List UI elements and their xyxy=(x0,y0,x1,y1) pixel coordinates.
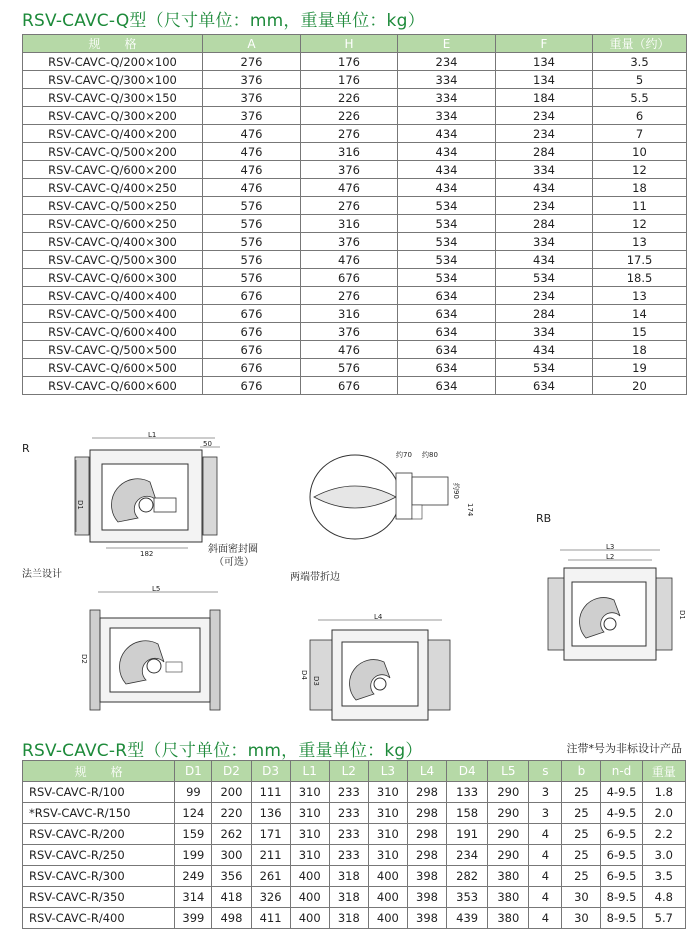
table-cell-model: RSV-CAVC-Q/500×300 xyxy=(23,251,203,269)
table-cell: 398 xyxy=(407,866,446,887)
table-cell: 25 xyxy=(562,824,601,845)
table-cell: 234 xyxy=(496,125,593,143)
table-cell: 310 xyxy=(290,803,329,824)
q-header-h: H xyxy=(301,35,398,53)
drawing-r-front xyxy=(60,430,230,560)
dim-174: 174 xyxy=(466,503,474,517)
table-cell: 191 xyxy=(447,824,488,845)
q-header-a: A xyxy=(203,35,301,53)
q-table-row xyxy=(23,179,687,197)
table-cell: 276 xyxy=(301,125,398,143)
q-table-body xyxy=(23,53,687,395)
q-table-row xyxy=(23,269,687,287)
table-cell: 8-9.5 xyxy=(601,887,642,908)
table-cell: 3.0 xyxy=(642,845,685,866)
q-header-model: 规 格 xyxy=(23,35,203,53)
table-cell: 17.5 xyxy=(593,251,687,269)
drawing-fold xyxy=(300,612,460,732)
table-cell: 14 xyxy=(593,305,687,323)
table-cell-model: RSV-CAVC-R/300 xyxy=(23,866,175,887)
table-cell-model: RSV-CAVC-Q/300×150 xyxy=(23,89,203,107)
table-cell: 15 xyxy=(593,323,687,341)
table-cell: 418 xyxy=(212,887,251,908)
table-cell: 380 xyxy=(488,887,529,908)
table-cell: 434 xyxy=(496,179,593,197)
table-cell: 318 xyxy=(329,866,368,887)
table-cell-model: RSV-CAVC-Q/500×400 xyxy=(23,305,203,323)
table-cell: 676 xyxy=(203,359,301,377)
table-cell: 290 xyxy=(488,845,529,866)
r-table-row xyxy=(23,908,686,929)
table-cell-model: RSV-CAVC-Q/500×250 xyxy=(23,197,203,215)
r-header-s: s xyxy=(529,761,562,782)
r-header-d4: D4 xyxy=(447,761,488,782)
table-cell: 400 xyxy=(290,866,329,887)
q-spec-table xyxy=(22,34,687,395)
table-cell: 476 xyxy=(203,179,301,197)
table-cell: 634 xyxy=(398,323,496,341)
table-cell: 4-9.5 xyxy=(601,782,642,803)
table-cell: 2.0 xyxy=(642,803,685,824)
table-cell: 159 xyxy=(175,824,212,845)
table-cell-model: RSV-CAVC-Q/500×500 xyxy=(23,341,203,359)
q-table-row xyxy=(23,161,687,179)
table-cell: 3.5 xyxy=(642,866,685,887)
table-cell: 300 xyxy=(212,845,251,866)
table-cell: 316 xyxy=(301,305,398,323)
table-cell: 276 xyxy=(203,53,301,71)
dim-50: 50 xyxy=(203,440,212,448)
r-header-model: 规 格 xyxy=(23,761,175,782)
dim-d1-rb: D1 xyxy=(678,610,686,620)
table-cell: 11 xyxy=(593,197,687,215)
q-table-row xyxy=(23,233,687,251)
table-cell: 134 xyxy=(496,53,593,71)
table-cell: 233 xyxy=(329,824,368,845)
r-table-row xyxy=(23,866,686,887)
q-table-row xyxy=(23,341,687,359)
table-cell: 310 xyxy=(290,845,329,866)
table-cell: 10 xyxy=(593,143,687,161)
table-cell: 576 xyxy=(203,269,301,287)
table-cell-model: RSV-CAVC-R/250 xyxy=(23,845,175,866)
table-cell: 220 xyxy=(212,803,251,824)
q-table-row xyxy=(23,107,687,125)
table-cell: 226 xyxy=(301,89,398,107)
table-cell: 20 xyxy=(593,377,687,395)
drawing-r-side xyxy=(300,445,480,545)
table-cell: 176 xyxy=(301,71,398,89)
r-header-d2: D2 xyxy=(212,761,251,782)
table-cell: 12 xyxy=(593,161,687,179)
table-cell-model: *RSV-CAVC-R/150 xyxy=(23,803,175,824)
table-cell: 211 xyxy=(251,845,290,866)
table-cell: 2.2 xyxy=(642,824,685,845)
table-cell: 411 xyxy=(251,908,290,929)
table-cell: 4 xyxy=(529,866,562,887)
table-cell: 5.5 xyxy=(593,89,687,107)
table-cell: 133 xyxy=(447,782,488,803)
r-table-row xyxy=(23,824,686,845)
table-cell: 376 xyxy=(203,89,301,107)
table-cell: 376 xyxy=(301,161,398,179)
table-cell: 434 xyxy=(398,125,496,143)
r-table-header-row xyxy=(23,761,686,782)
table-cell: 8-9.5 xyxy=(601,908,642,929)
q-table-row xyxy=(23,197,687,215)
table-cell: 376 xyxy=(203,71,301,89)
table-cell-model: RSV-CAVC-Q/600×200 xyxy=(23,161,203,179)
table-cell: 234 xyxy=(496,107,593,125)
table-cell: 25 xyxy=(562,803,601,824)
table-cell: 676 xyxy=(203,377,301,395)
table-cell: 316 xyxy=(301,215,398,233)
table-cell: 284 xyxy=(496,143,593,161)
table-cell: 99 xyxy=(175,782,212,803)
table-cell-model: RSV-CAVC-Q/600×400 xyxy=(23,323,203,341)
q-header-e: E xyxy=(398,35,496,53)
table-cell: 439 xyxy=(447,908,488,929)
table-cell: 334 xyxy=(398,71,496,89)
label-flange-design: 法兰设计 xyxy=(22,569,62,580)
r-table-row xyxy=(23,845,686,866)
r-header-l3: L3 xyxy=(368,761,407,782)
table-cell: 4.8 xyxy=(642,887,685,908)
table-cell: 376 xyxy=(301,233,398,251)
table-cell: 310 xyxy=(368,803,407,824)
table-cell-model: RSV-CAVC-Q/400×400 xyxy=(23,287,203,305)
table-cell: 276 xyxy=(301,197,398,215)
table-cell: 314 xyxy=(175,887,212,908)
table-cell: 534 xyxy=(398,233,496,251)
q-table-row xyxy=(23,359,687,377)
table-cell: 199 xyxy=(175,845,212,866)
table-cell: 634 xyxy=(398,359,496,377)
table-cell: 676 xyxy=(203,341,301,359)
table-cell: 310 xyxy=(368,845,407,866)
table-cell: 576 xyxy=(203,215,301,233)
table-cell: 434 xyxy=(496,341,593,359)
table-cell: 1.8 xyxy=(642,782,685,803)
table-cell: 634 xyxy=(398,287,496,305)
table-cell-model: RSV-CAVC-R/350 xyxy=(23,887,175,908)
dim-90: 约90 xyxy=(452,483,460,499)
q-table-row xyxy=(23,377,687,395)
dim-l3: L3 xyxy=(606,543,615,551)
table-cell: 310 xyxy=(290,782,329,803)
table-cell: 676 xyxy=(301,269,398,287)
r-header-d3: D3 xyxy=(251,761,290,782)
table-cell: 498 xyxy=(212,908,251,929)
table-cell: 316 xyxy=(301,143,398,161)
table-cell: 134 xyxy=(496,71,593,89)
dim-182: 182 xyxy=(140,550,154,558)
table-cell-model: RSV-CAVC-Q/400×200 xyxy=(23,125,203,143)
drawing-flange xyxy=(70,584,240,724)
q-table-header-row xyxy=(23,35,687,53)
q-table-row xyxy=(23,215,687,233)
label-fold-edge: 两端带折边 xyxy=(290,572,340,583)
table-cell-model: RSV-CAVC-Q/600×250 xyxy=(23,215,203,233)
table-cell: 226 xyxy=(301,107,398,125)
dim-80: 约80 xyxy=(422,451,438,459)
q-table-row xyxy=(23,89,687,107)
table-cell: 3.5 xyxy=(593,53,687,71)
dim-70: 约70 xyxy=(396,451,412,459)
table-cell: 576 xyxy=(203,233,301,251)
q-section-title: RSV-CAVC-Q型（尺寸单位：mm，重量单位：kg） xyxy=(22,11,425,31)
drawing-rb xyxy=(540,540,690,690)
r-table-row xyxy=(23,887,686,908)
table-cell: 6-9.5 xyxy=(601,824,642,845)
table-cell: 13 xyxy=(593,287,687,305)
table-cell: 676 xyxy=(301,377,398,395)
q-table-row xyxy=(23,251,687,269)
table-cell: 400 xyxy=(368,887,407,908)
table-cell: 326 xyxy=(251,887,290,908)
table-cell: 400 xyxy=(368,866,407,887)
table-cell: 18 xyxy=(593,179,687,197)
table-cell: 434 xyxy=(496,251,593,269)
table-cell: 634 xyxy=(398,305,496,323)
table-cell: 676 xyxy=(203,287,301,305)
table-cell-model: RSV-CAVC-Q/600×300 xyxy=(23,269,203,287)
table-cell: 3 xyxy=(529,803,562,824)
table-cell: 5 xyxy=(593,71,687,89)
table-cell: 356 xyxy=(212,866,251,887)
table-cell: 290 xyxy=(488,782,529,803)
table-cell-model: RSV-CAVC-Q/400×300 xyxy=(23,233,203,251)
table-cell-model: RSV-CAVC-Q/300×200 xyxy=(23,107,203,125)
table-cell: 334 xyxy=(496,323,593,341)
q-table-row xyxy=(23,71,687,89)
q-header-f: F xyxy=(496,35,593,53)
r-header-l1: L1 xyxy=(290,761,329,782)
table-cell: 476 xyxy=(203,143,301,161)
table-cell: 13 xyxy=(593,233,687,251)
table-cell: 284 xyxy=(496,215,593,233)
table-cell: 234 xyxy=(398,53,496,71)
r-header-l4: L4 xyxy=(407,761,446,782)
table-cell: 276 xyxy=(301,287,398,305)
table-cell: 318 xyxy=(329,908,368,929)
table-cell: 576 xyxy=(301,359,398,377)
table-cell: 30 xyxy=(562,887,601,908)
table-cell: 476 xyxy=(301,179,398,197)
table-cell: 249 xyxy=(175,866,212,887)
q-table-row xyxy=(23,323,687,341)
table-cell: 6-9.5 xyxy=(601,866,642,887)
table-cell-model: RSV-CAVC-Q/600×500 xyxy=(23,359,203,377)
table-cell: 298 xyxy=(407,782,446,803)
table-cell: 334 xyxy=(398,107,496,125)
table-cell: 4 xyxy=(529,908,562,929)
table-cell: 534 xyxy=(496,269,593,287)
r-header-d1: D1 xyxy=(175,761,212,782)
table-cell: 353 xyxy=(447,887,488,908)
seal-label-1: 斜面密封圈 xyxy=(208,544,258,555)
table-cell: 3 xyxy=(529,782,562,803)
table-cell: 261 xyxy=(251,866,290,887)
table-cell: 400 xyxy=(290,908,329,929)
table-cell: 399 xyxy=(175,908,212,929)
r-header-b: b xyxy=(562,761,601,782)
table-cell: 298 xyxy=(407,803,446,824)
table-cell: 376 xyxy=(301,323,398,341)
table-cell: 634 xyxy=(398,377,496,395)
dim-d3: D3 xyxy=(312,676,320,686)
table-cell: 262 xyxy=(212,824,251,845)
table-cell: 534 xyxy=(398,215,496,233)
nonstandard-note: 注带*号为非标设计产品 xyxy=(566,742,682,755)
table-cell: 7 xyxy=(593,125,687,143)
table-cell: 6 xyxy=(593,107,687,125)
table-cell: 4 xyxy=(529,887,562,908)
q-table-row xyxy=(23,53,687,71)
q-table-row xyxy=(23,305,687,323)
table-cell: 380 xyxy=(488,908,529,929)
drawing-label-rb: RB xyxy=(536,512,552,525)
table-cell: 25 xyxy=(562,866,601,887)
table-cell: 136 xyxy=(251,803,290,824)
table-cell-model: RSV-CAVC-Q/600×600 xyxy=(23,377,203,395)
table-cell-model: RSV-CAVC-R/100 xyxy=(23,782,175,803)
table-cell-model: RSV-CAVC-Q/300×100 xyxy=(23,71,203,89)
table-cell: 18 xyxy=(593,341,687,359)
table-cell-model: RSV-CAVC-Q/500×200 xyxy=(23,143,203,161)
seal-label-2: （可选） xyxy=(214,557,254,568)
table-cell: 376 xyxy=(203,107,301,125)
table-cell: 200 xyxy=(212,782,251,803)
table-cell: 476 xyxy=(203,161,301,179)
table-cell: 676 xyxy=(203,323,301,341)
table-cell: 400 xyxy=(368,908,407,929)
dim-l5: L5 xyxy=(152,585,161,593)
table-cell: 12 xyxy=(593,215,687,233)
table-cell: 6-9.5 xyxy=(601,845,642,866)
table-cell: 111 xyxy=(251,782,290,803)
table-cell: 676 xyxy=(203,305,301,323)
table-cell-model: RSV-CAVC-Q/200×100 xyxy=(23,53,203,71)
table-cell: 334 xyxy=(496,161,593,179)
table-cell: 400 xyxy=(290,887,329,908)
table-cell: 298 xyxy=(407,845,446,866)
table-cell: 4-9.5 xyxy=(601,803,642,824)
table-cell: 576 xyxy=(203,251,301,269)
r-table-body xyxy=(23,782,686,929)
table-cell: 5.7 xyxy=(642,908,685,929)
table-cell: 19 xyxy=(593,359,687,377)
table-cell: 18.5 xyxy=(593,269,687,287)
table-cell: 171 xyxy=(251,824,290,845)
table-cell: 4 xyxy=(529,824,562,845)
table-cell: 25 xyxy=(562,845,601,866)
table-cell: 576 xyxy=(203,197,301,215)
r-header-l5: L5 xyxy=(488,761,529,782)
r-header-weight: 重量 xyxy=(642,761,685,782)
dim-l4: L4 xyxy=(374,613,383,621)
table-cell: 124 xyxy=(175,803,212,824)
table-cell: 184 xyxy=(496,89,593,107)
table-cell: 310 xyxy=(368,782,407,803)
dim-l1: L1 xyxy=(148,431,157,439)
dim-d2: D2 xyxy=(80,654,88,664)
r-spec-table xyxy=(22,760,686,929)
table-cell: 234 xyxy=(496,197,593,215)
table-cell: 398 xyxy=(407,887,446,908)
table-cell: 318 xyxy=(329,887,368,908)
table-cell: 534 xyxy=(398,269,496,287)
table-cell: 634 xyxy=(496,377,593,395)
dim-d1-r: D1 xyxy=(76,500,84,510)
table-cell: 176 xyxy=(301,53,398,71)
q-table-row xyxy=(23,143,687,161)
r-table-row xyxy=(23,803,686,824)
table-cell: 233 xyxy=(329,782,368,803)
table-cell-model: RSV-CAVC-R/400 xyxy=(23,908,175,929)
table-cell: 380 xyxy=(488,866,529,887)
r-header-n-d: n-d xyxy=(601,761,642,782)
q-table-row xyxy=(23,287,687,305)
table-cell: 310 xyxy=(368,824,407,845)
r-header-l2: L2 xyxy=(329,761,368,782)
table-cell: 234 xyxy=(496,287,593,305)
table-cell: 233 xyxy=(329,803,368,824)
table-cell: 334 xyxy=(398,89,496,107)
table-cell: 298 xyxy=(407,824,446,845)
table-cell: 476 xyxy=(203,125,301,143)
table-cell: 534 xyxy=(496,359,593,377)
table-cell: 290 xyxy=(488,824,529,845)
table-cell: 634 xyxy=(398,341,496,359)
table-cell: 284 xyxy=(496,305,593,323)
dim-l2: L2 xyxy=(606,553,615,561)
q-table-row xyxy=(23,125,687,143)
table-cell: 30 xyxy=(562,908,601,929)
table-cell: 534 xyxy=(398,197,496,215)
table-cell: 434 xyxy=(398,143,496,161)
r-table-row xyxy=(23,782,686,803)
dim-d4: D4 xyxy=(300,670,308,680)
table-cell: 158 xyxy=(447,803,488,824)
table-cell: 4 xyxy=(529,845,562,866)
table-cell: 398 xyxy=(407,908,446,929)
table-cell: 434 xyxy=(398,161,496,179)
table-cell: 534 xyxy=(398,251,496,269)
table-cell: 310 xyxy=(290,824,329,845)
table-cell: 282 xyxy=(447,866,488,887)
table-cell: 476 xyxy=(301,341,398,359)
table-cell: 234 xyxy=(447,845,488,866)
drawing-label-r: R xyxy=(22,442,30,455)
q-header-weight: 重量（约） xyxy=(593,35,687,53)
table-cell: 25 xyxy=(562,782,601,803)
table-cell: 334 xyxy=(496,233,593,251)
table-cell: 233 xyxy=(329,845,368,866)
r-section-title: RSV-CAVC-R型（尺寸单位：mm，重量单位：kg） xyxy=(22,741,423,761)
table-cell: 476 xyxy=(301,251,398,269)
table-cell: 290 xyxy=(488,803,529,824)
table-cell-model: RSV-CAVC-Q/400×250 xyxy=(23,179,203,197)
table-cell-model: RSV-CAVC-R/200 xyxy=(23,824,175,845)
table-cell: 434 xyxy=(398,179,496,197)
